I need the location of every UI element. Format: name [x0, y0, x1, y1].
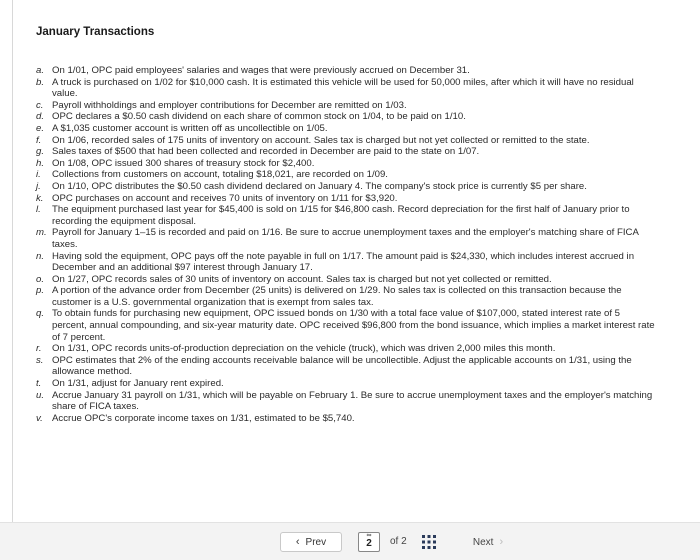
- transaction-item: [36, 227, 656, 250]
- transaction-text: On 1/31, adjust for January rent expired.: [52, 378, 224, 390]
- transaction-item: [36, 123, 656, 135]
- transaction-letter: f.: [36, 134, 42, 146]
- transaction-text: Collections from customers on account, totaling $18,021, are recorded on 1/09.: [52, 169, 388, 181]
- transaction-item: [36, 343, 656, 355]
- transaction-text: To obtain funds for purchasing new equipment, OPC issued bonds on 1/30 with a total face value of $107,000, stated interest rate of 5 percent, annual compounding, and six-year maturity date. OPC received $96,800 from the bond issuance, which implies a market interest rate of 7 percent.: [52, 308, 655, 343]
- transaction-text: A portion of the advance order from December (25 units) is delivered on 1/29. No sales tax is collected on this transaction because the customer is a U.S. governmental organization that is exempt from sales tax.: [52, 285, 622, 308]
- transaction-letter: g.: [36, 146, 45, 158]
- transaction-item: [36, 65, 656, 77]
- transaction-item: [36, 135, 656, 147]
- transaction-item: [36, 158, 656, 170]
- transaction-item: [36, 77, 656, 100]
- transaction-item: [36, 100, 656, 112]
- transaction-letter: b.: [36, 76, 45, 88]
- grid-icon[interactable]: [422, 535, 436, 549]
- transaction-text: Payroll withholdings and employer contributions for December are remitted on 1/03.: [52, 99, 407, 111]
- transaction-text: On 1/01, OPC paid employees' salaries and wages that were previously accrued on December 31.: [52, 65, 470, 76]
- transaction-item: [36, 181, 656, 193]
- transaction-item: [36, 285, 656, 308]
- transaction-item: [36, 204, 656, 227]
- transaction-text: A truck is purchased on 1/02 for $10,000 cash. It is estimated this vehicle will be used for 50,000 miles, after which it will have no residual value.: [52, 76, 634, 100]
- transaction-text: On 1/06, recorded sales of 175 units of inventory on account. Sales tax is charged but not yet collected or remitted to the state.: [52, 134, 590, 146]
- transaction-text: On 1/31, OPC records units-of-production depreciation on the vehicle (truck), which was driven 2,000 miles this month.: [52, 343, 556, 355]
- transaction-text: Accrue OPC's corporate income taxes on 1/31, estimated to be $5,740.: [52, 412, 355, 424]
- transaction-text: Sales taxes of $500 that had been collected and recorded in December are paid to the state on 1/07.: [52, 146, 480, 158]
- transaction-letter: s.: [36, 354, 44, 366]
- transaction-text: Having sold the equipment, OPC pays off the note payable in full on 1/17. The amount paid is $24,330, which includes interest accrued in December and an additional $97 interest through January 17.: [52, 250, 635, 274]
- link-icon: ∞: [366, 532, 372, 539]
- transaction-letter: u.: [36, 389, 45, 401]
- pagination-footer: [0, 522, 700, 560]
- transaction-item: [36, 355, 656, 378]
- next-button[interactable]: [456, 532, 520, 552]
- chevron-left-icon: ‹: [295, 535, 300, 548]
- transaction-letter: t.: [36, 378, 42, 390]
- transaction-text: Payroll for January 1–15 is recorded and paid on 1/16. Be sure to accrue unemployment taxes and the employer's matching share of FICA taxes.: [52, 227, 639, 250]
- transaction-text: On 1/27, OPC records sales of 30 units of inventory on account. Sales tax is charged but not yet collected or remitted.: [52, 273, 552, 285]
- transaction-text: On 1/08, OPC issued 300 shares of treasury stock for $2,400.: [52, 157, 315, 169]
- transaction-letter: h.: [36, 157, 45, 169]
- transaction-item: [36, 308, 656, 343]
- transaction-item: [36, 193, 656, 205]
- transaction-letter: a.: [36, 65, 45, 76]
- current-page-selector[interactable]: [358, 532, 380, 552]
- transaction-item: [36, 169, 656, 181]
- transaction-letter: c.: [36, 99, 44, 111]
- prev-button[interactable]: [280, 532, 342, 552]
- transaction-item: [36, 413, 656, 425]
- next-label: Next: [472, 536, 494, 548]
- transaction-text: On 1/10, OPC distributes the $0.50 cash dividend declared on January 4. The company's stock price is currently $5 per share.: [52, 180, 587, 192]
- transaction-text: OPC estimates that 2% of the ending accounts receivable balance will be uncollectible. Adjust the applicable accounts on 1/31, using the allowance method.: [52, 354, 632, 378]
- transaction-letter: i.: [36, 169, 41, 181]
- transaction-letter: n.: [36, 250, 45, 262]
- transaction-item: [36, 146, 656, 158]
- transaction-text: Accrue January 31 payroll on 1/31, which will be payable on February 1. Be sure to accrue unemployment taxes and the employer's matching share of FICA taxes.: [52, 389, 653, 413]
- chevron-right-icon: ›: [499, 535, 504, 548]
- transaction-letter: k.: [36, 192, 44, 204]
- page-title: January Transactions: [36, 26, 155, 38]
- transactions-list: [36, 65, 656, 424]
- transaction-letter: j.: [36, 180, 41, 192]
- transaction-letter: v.: [36, 412, 43, 424]
- transaction-item: [36, 274, 656, 286]
- prev-label: Prev: [305, 536, 327, 548]
- transaction-text: OPC declares a $0.50 cash dividend on each share of common stock on 1/04, to be paid on 1/10.: [52, 111, 466, 123]
- transaction-text: OPC purchases on account and receives 70 units of inventory on 1/11 for $3,920.: [52, 192, 398, 204]
- content-divider: [12, 0, 13, 559]
- transaction-letter: l.: [36, 204, 41, 216]
- transaction-letter: e.: [36, 122, 45, 134]
- current-page-number: 2: [366, 538, 372, 549]
- transaction-item: [36, 251, 656, 274]
- transaction-item: [36, 378, 656, 390]
- transaction-letter: o.: [36, 273, 45, 285]
- transaction-letter: r.: [36, 343, 42, 355]
- transaction-item: [36, 390, 656, 413]
- transaction-text: A $1,035 customer account is written off as uncollectible on 1/05.: [52, 122, 328, 134]
- transaction-letter: m.: [36, 227, 47, 239]
- transaction-text: The equipment purchased last year for $45,400 is sold on 1/15 for $46,800 cash. Record depreciation for the first half of January prior to recording the equipment disposal.: [52, 204, 630, 227]
- page-count: of 2: [390, 536, 407, 547]
- transaction-letter: q.: [36, 308, 45, 320]
- transaction-item: [36, 111, 656, 123]
- transaction-letter: d.: [36, 111, 45, 123]
- transaction-letter: p.: [36, 285, 45, 297]
